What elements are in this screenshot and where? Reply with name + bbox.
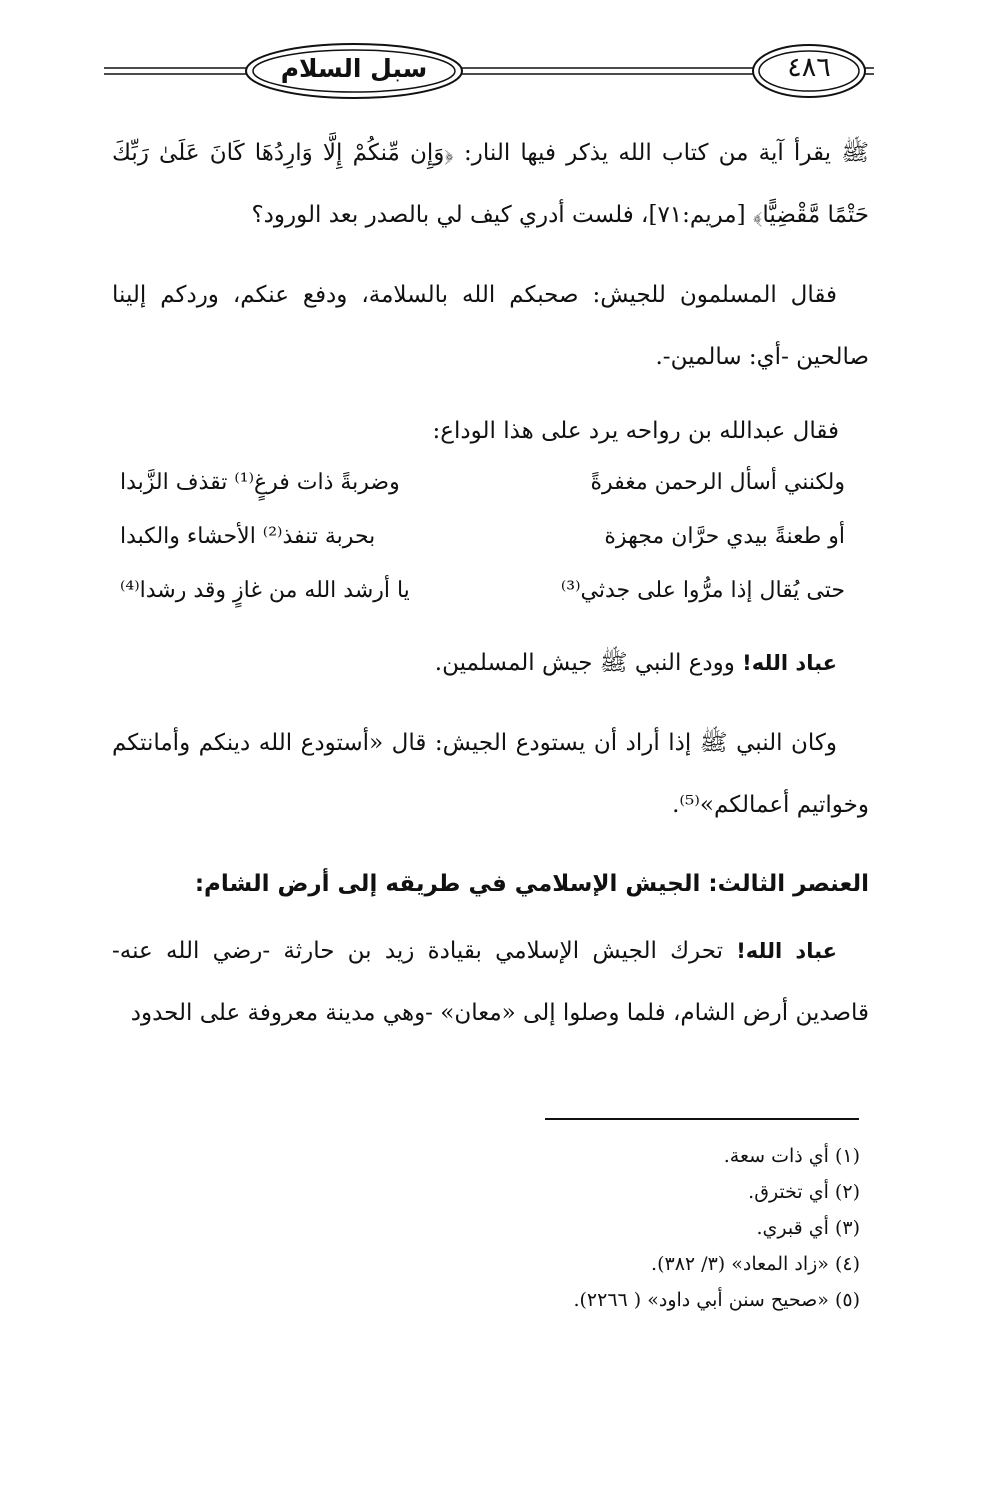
verse-first-hemistich: أو طعنةً بيدي حرَّان مجهزة <box>604 524 845 549</box>
verse-second-hemistich: يا أرشد الله من غازٍ وقد رشدا⁽⁴⁾ <box>120 578 410 603</box>
footnote-2: (٢) أي تخترق. <box>748 1181 860 1203</box>
poem-verse <box>112 510 869 564</box>
poem-verse <box>112 456 869 510</box>
verse-second-hemistich: وضربةً ذات فرغٍ⁽¹⁾ تقذف الزَّبدا <box>120 470 400 495</box>
poem-verse <box>112 564 869 618</box>
paragraph-4: وكان النبي ﷺ إذا أراد أن يستودع الجيش: قال «أستودع الله دينكم وأمانتكم وخواتيم أعمالكم»⁽⁵⁾. <box>112 730 869 818</box>
section-heading: العنصر الثالث: الجيش الإسلامي في طريقه إلى أرض الشام: <box>194 871 869 897</box>
paragraph-lead: عباد الله! <box>742 651 837 675</box>
footnote-4: (٤) «زاد المعاد» (٣/ ٣٨٢). <box>651 1253 860 1275</box>
poem-intro: فقال عبدالله بن رواحه يرد على هذا الوداع: <box>432 418 839 444</box>
footnotes <box>300 1138 860 1318</box>
paragraph-text: تحرك الجيش الإسلامي بقيادة زيد بن حارثة -رضي الله عنه- قاصدين أرض الشام، فلما وصلوا إلى «معان» -وهي مدينة معروفة على الحدود <box>112 938 869 1026</box>
paragraph-2: فقال المسلمون للجيش: صحبكم الله بالسلامة، ودفع عنكم، وردكم إلينا صالحين -أي: سالمين-. <box>112 282 869 370</box>
poem-block <box>112 406 869 618</box>
verse-first-hemistich: حتى يُقال إذا مرُّوا على جدثي⁽³⁾ <box>560 578 845 603</box>
verse-first-hemistich: ولكنني أسأل الرحمن مغفرةً <box>590 470 845 495</box>
header-title: سبل السلام <box>280 54 428 83</box>
page-body <box>112 122 869 1062</box>
page-header <box>104 38 874 108</box>
footnote-5: (٥) «صحيح سنن أبي داود» ( ٢٢٦٦). <box>573 1289 860 1311</box>
paragraph-lead: عباد الله! <box>736 939 837 963</box>
footnote-3: (٣) أي قبري. <box>756 1217 860 1239</box>
paragraph-3 <box>112 632 869 694</box>
paragraph-5 <box>112 920 869 1044</box>
verse-second-hemistich: بحربة تنفذ⁽²⁾ الأحشاء والكبدا <box>120 524 376 549</box>
footnote-1: (١) أي ذات سعة. <box>723 1145 860 1167</box>
paragraph-1: ﷺ يقرأ آية من كتاب الله يذكر فيها النار: ﴿وَإِن مِّنكُمْ إِلَّا وَارِدُهَا كَانَ عَلَىٰ رَبِّكَ حَتْمًا مَّقْضِيًّا﴾ [مريم:٧١]، فلست أدري كيف لي بالصدر بعد الورود؟ <box>112 140 869 228</box>
footnote-divider <box>545 1118 859 1120</box>
page-number: ٤٨٦ <box>787 52 831 83</box>
paragraph-text: وودع النبي ﷺ جيش المسلمين. <box>434 650 743 676</box>
